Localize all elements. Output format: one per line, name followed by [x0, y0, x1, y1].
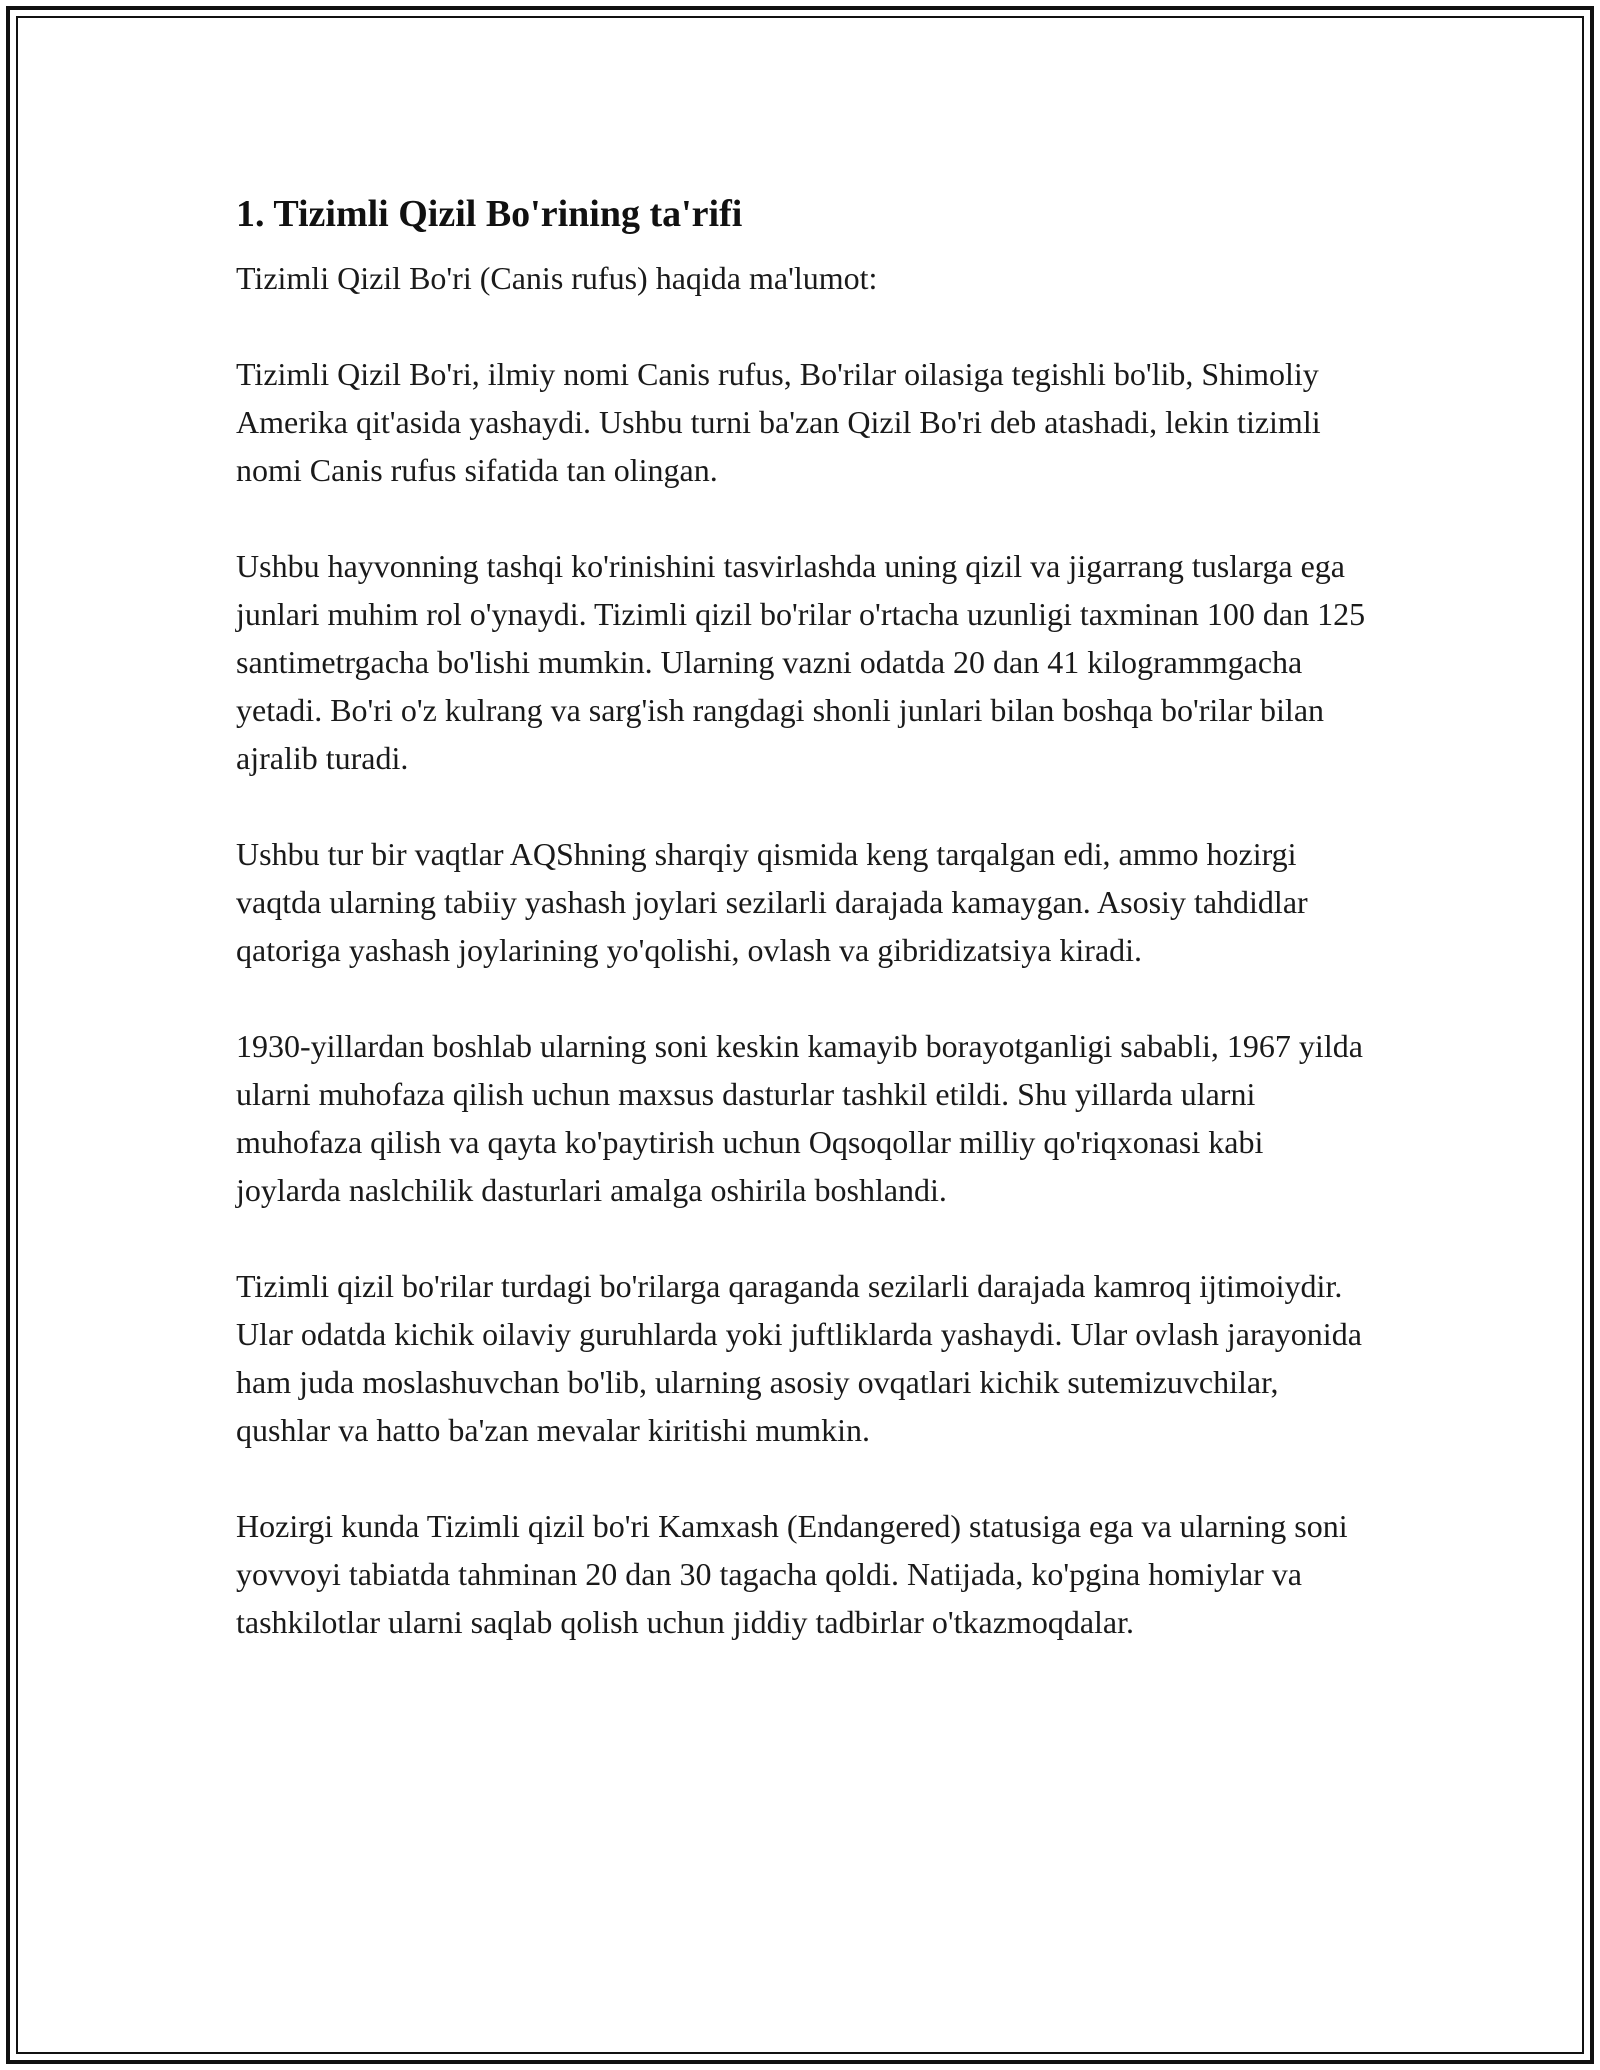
section-title: 1. Tizimli Qizil Bo'rining ta'rifi [236, 193, 743, 235]
document-body [236, 188, 1376, 1694]
intro-paragraph: Tizimli Qizil Bo'ri (Canis rufus) haqida ma'lumot: [236, 260, 878, 296]
paragraph-appearance: Ushbu hayvonning tashqi ko'rinishini tasvirlashda uning qizil va jigarrang tuslarga ega junlari muhim rol o'ynaydi. Tizimli qizil bo'rilar o'rtacha uzunligi taxminan 100 dan 125 santimetrgacha bo'lishi mumkin. Ularning vazni odatda 20 dan 41 kilogrammgacha yetadi. Bo'ri o'z kulrang va sarg'ish rangdagi shonli junlari bilan boshqa bo'rilar bilan ajralib turadi. [236, 548, 1366, 776]
paragraph-status: Hozirgi kunda Tizimli qizil bo'ri Kamxash (Endangered) statusiga ega va ularning soni yovvoyi tabiatda tahminan 20 dan 30 tagacha qoldi. Natijada, ko'pgina homiylar va tashkilotlar ularni saqlab qolish uchun jiddiy tadbirlar o'tkazmoqdalar. [236, 1508, 1348, 1640]
paragraph-behavior: Tizimli qizil bo'rilar turdagi bo'rilarga qaraganda sezilarli darajada kamroq ijtimoiydir. Ular odatda kichik oilaviy guruhlarda yoki juftliklarda yashaydi. Ular ovlash jarayonida ham juda moslashuvchan bo'lib, ularning asosiy ovqatlari kichik sutemizuvchilar, qushlar va hatto ba'zan mevalar kiritishi mumkin. [236, 1268, 1362, 1448]
paragraph-conservation-history: 1930-yillardan boshlab ularning soni keskin kamayib borayotganligi sababli, 1967 yilda ularni muhofaza qilish uchun maxsus dasturlar tashkil etildi. Shu yillarda ularni muhofaza qilish va qayta ko'paytirish uchun Oqsoqollar milliy qo'riqxonasi kabi joylarda naslchilik dasturlari amalga oshirila boshlandi. [236, 1028, 1363, 1208]
paragraph-habitat: Ushbu tur bir vaqtlar AQShning sharqiy qismida keng tarqalgan edi, ammo hozirgi vaqtda ularning tabiiy yashash joylari sezilarli darajada kamaygan. Asosiy tahdidlar qatoriga yashash joylarining yo'qolishi, ovlash va gibridizatsiya kiradi. [236, 836, 1308, 968]
paragraph-overview: Tizimli Qizil Bo'ri, ilmiy nomi Canis rufus, Bo'rilar oilasiga tegishli bo'lib, Shimoliy Amerika qit'asida yashaydi. Ushbu turni ba'zan Qizil Bo'ri deb atashadi, lekin tizimli nomi Canis rufus sifatida tan olingan. [236, 356, 1321, 488]
